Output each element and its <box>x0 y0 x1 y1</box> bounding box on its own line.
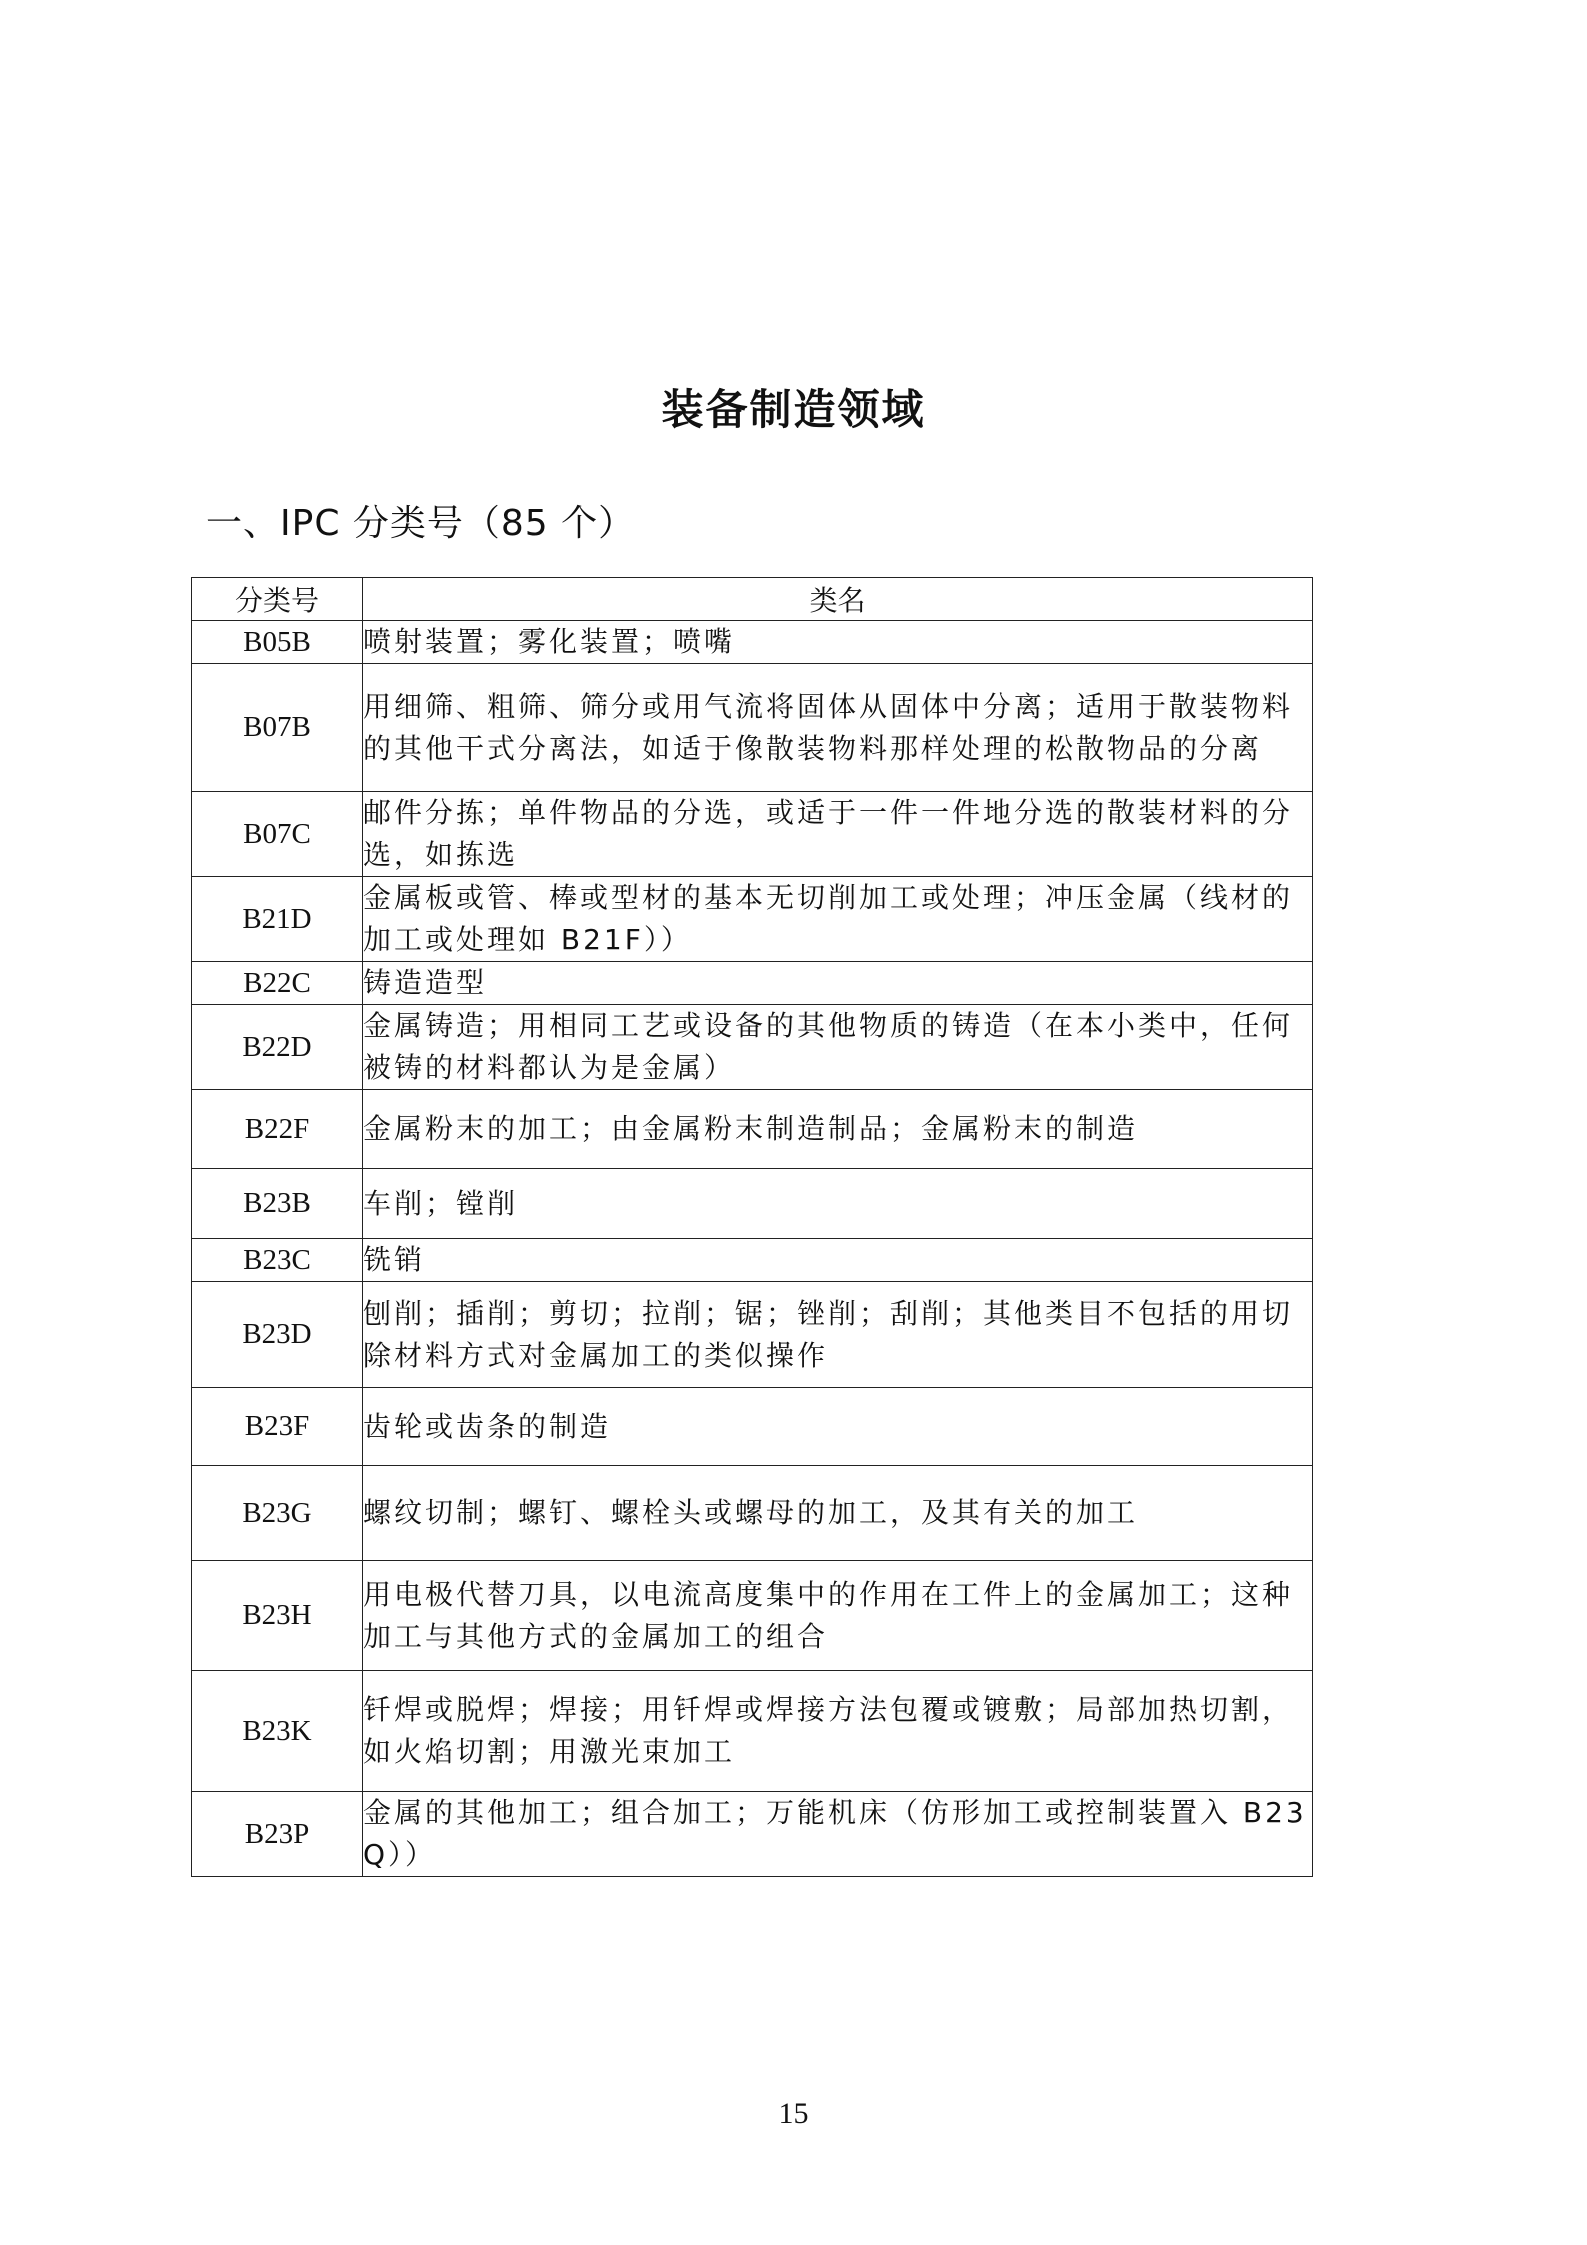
table-row <box>192 877 1313 962</box>
row-name: 金属的其他加工；组合加工；万能机床（仿形加工或控制装置入 B23Q）） <box>363 1792 1313 1877</box>
table-row <box>192 1671 1313 1792</box>
row-code: B23K <box>192 1671 363 1792</box>
table-row <box>192 1466 1313 1561</box>
table-row <box>192 1388 1313 1466</box>
row-code: B05B <box>192 621 363 664</box>
table-header-row <box>192 578 1313 621</box>
row-name: 金属板或管、棒或型材的基本无切削加工或处理；冲压金属（线材的加工或处理如 B21F）） <box>363 877 1313 962</box>
row-name: 齿轮或齿条的制造 <box>363 1388 1313 1466</box>
table-row <box>192 1792 1313 1877</box>
row-code: B23C <box>192 1239 363 1282</box>
table-row <box>192 1169 1313 1239</box>
table-row <box>192 962 1313 1005</box>
row-code: B23P <box>192 1792 363 1877</box>
header-code: 分类号 <box>192 578 363 621</box>
row-code: B23B <box>192 1169 363 1239</box>
row-name: 邮件分拣；单件物品的分选，或适于一件一件地分选的散装材料的分选，如拣选 <box>363 792 1313 877</box>
row-code: B07B <box>192 664 363 792</box>
row-name: 喷射装置；雾化装置；喷嘴 <box>363 621 1313 664</box>
row-name: 金属粉末的加工；由金属粉末制造制品；金属粉末的制造 <box>363 1090 1313 1169</box>
document-title: 装备制造领域 <box>661 385 926 434</box>
row-code: B21D <box>192 877 363 962</box>
row-code: B23F <box>192 1388 363 1466</box>
row-name: 钎焊或脱焊；焊接；用钎焊或焊接方法包覆或镀敷；局部加热切割，如火焰切割；用激光束加工 <box>363 1671 1313 1792</box>
header-name: 类名 <box>363 578 1313 621</box>
row-code: B22C <box>192 962 363 1005</box>
row-name: 铣销 <box>363 1239 1313 1282</box>
row-name: 用电极代替刀具，以电流高度集中的作用在工件上的金属加工；这种加工与其他方式的金属加工的组合 <box>363 1561 1313 1671</box>
row-name: 铸造造型 <box>363 962 1313 1005</box>
row-name: 车削；镗削 <box>363 1169 1313 1239</box>
page-number: 15 <box>778 2097 809 2130</box>
table-row <box>192 621 1313 664</box>
table-row <box>192 792 1313 877</box>
table-row <box>192 1561 1313 1671</box>
row-code: B23D <box>192 1282 363 1388</box>
table-row <box>192 1090 1313 1169</box>
section-heading: 一、IPC 分类号（85 个） <box>206 503 636 544</box>
row-code: B07C <box>192 792 363 877</box>
row-code: B23H <box>192 1561 363 1671</box>
row-code: B22D <box>192 1005 363 1090</box>
table-row <box>192 1239 1313 1282</box>
row-code: B23G <box>192 1466 363 1561</box>
table-row <box>192 1282 1313 1388</box>
row-name: 刨削；插削；剪切；拉削；锯；锉削；刮削；其他类目不包括的用切除材料方式对金属加工的类似操作 <box>363 1282 1313 1388</box>
row-name: 螺纹切制；螺钉、螺栓头或螺母的加工，及其有关的加工 <box>363 1466 1313 1561</box>
row-name: 金属铸造；用相同工艺或设备的其他物质的铸造（在本小类中，任何被铸的材料都认为是金属） <box>363 1005 1313 1090</box>
table-row <box>192 664 1313 792</box>
row-code: B22F <box>192 1090 363 1169</box>
ipc-classification-table <box>191 577 1313 1877</box>
table-row <box>192 1005 1313 1090</box>
row-name: 用细筛、粗筛、筛分或用气流将固体从固体中分离；适用于散装物料的其他干式分离法，如适于像散装物料那样处理的松散物品的分离 <box>363 664 1313 792</box>
